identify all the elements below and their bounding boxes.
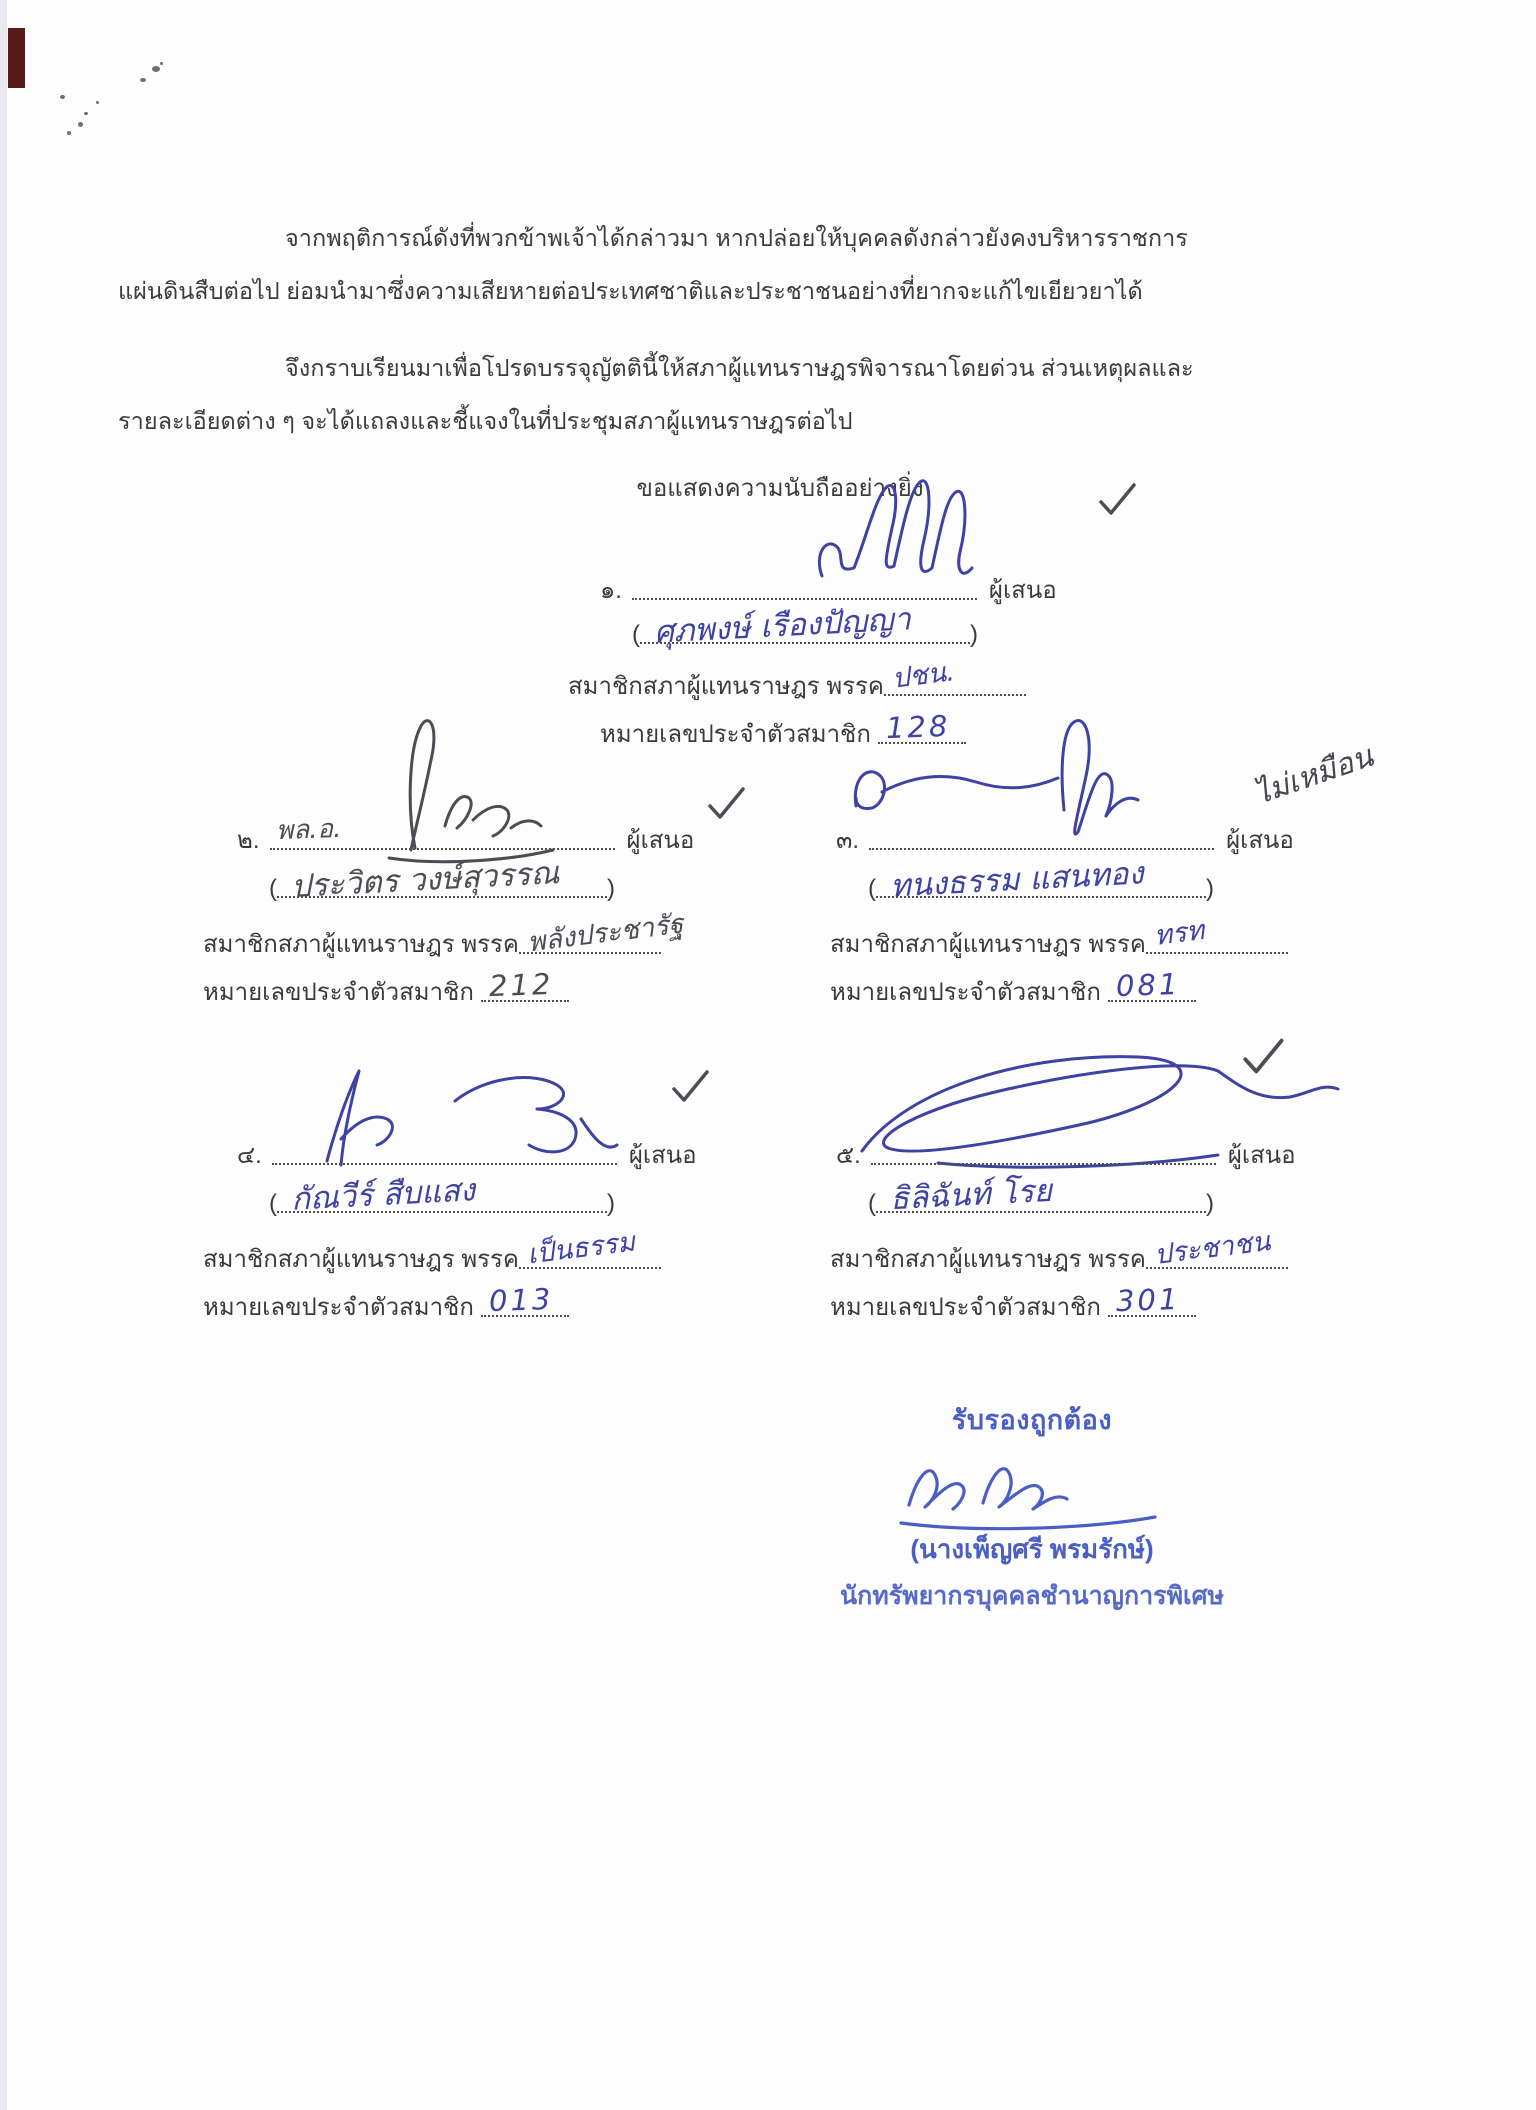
party-line: [203, 1226, 661, 1278]
proposer-label: ผู้เสนอ: [1227, 1142, 1296, 1169]
certifier-name: (นางเพ็ญศรี พรมรักษ์): [910, 1534, 1154, 1564]
member-number-label: หมายเลขประจำตัวสมาชิก: [203, 1294, 474, 1321]
close-paren: ): [607, 1190, 615, 1217]
scan-edge: [0, 0, 7, 2110]
checkmark-icon: [707, 786, 747, 820]
member-number-label: หมายเลขประจำตัวสมาชิก: [830, 1294, 1101, 1321]
open-paren: (: [868, 875, 876, 902]
handwritten-number: 081: [1114, 966, 1181, 1004]
scan-speckle: [152, 66, 160, 72]
handwritten-party: ประชาชน: [1152, 1226, 1272, 1271]
scan-speckle: [60, 95, 65, 99]
party-line: [203, 908, 685, 963]
body-paragraph-1-line-2: แผ่นดินสืบต่อไป ย่อมนำมาซึ่งความเสียหายต่อประเทศชาติและประชาชนอย่างที่ยากจะแก้ไขเยียวยาได้: [118, 278, 1143, 304]
member-number-line: [830, 1281, 1196, 1326]
close-paren: ): [970, 621, 978, 648]
handwritten-name: ทนงธรรม แสนทอง: [889, 855, 1145, 905]
dotted-line: [270, 813, 615, 850]
member-number-line: [830, 966, 1196, 1011]
party-line: [568, 656, 1026, 705]
handwritten-annotation: ไม่เหมือน: [1249, 738, 1378, 813]
dotted-line: [869, 824, 1214, 850]
scan-speckle: [140, 78, 146, 82]
handwritten-party: เป็นธรรม: [525, 1226, 637, 1271]
proposer-label: ผู้เสนอ: [988, 577, 1057, 604]
party-label: สมาชิกสภาผู้แทนราษฎร พรรค: [830, 1246, 1146, 1273]
name-line: [269, 1172, 615, 1218]
handwritten-number: 128: [884, 708, 951, 746]
close-paren: ): [607, 875, 615, 902]
dotted-line: [876, 1172, 1206, 1218]
proposer-label: ผู้เสนอ: [626, 827, 695, 854]
handwritten-number: 212: [487, 966, 554, 1004]
dotted-line: [277, 855, 607, 905]
body-paragraph-1-line-1: จากพฤติการณ์ดังที่พวกข้าพเจ้าได้กล่าวมา หากปล่อยให้บุคคลดังกล่าวยังคงบริหารราชการ: [285, 225, 1188, 251]
signature-line: [836, 1135, 1296, 1174]
handwritten-name: ประวิตร วงษ์สุวรรณ: [290, 855, 561, 905]
proposer-label: ผู้เสนอ: [628, 1142, 697, 1169]
party-label: สมาชิกสภาผู้แทนราษฎร พรรค: [203, 1246, 519, 1273]
salutation: ขอแสดงความนับถืออย่างยิ่ง: [636, 475, 924, 502]
proposer-label: ผู้เสนอ: [1226, 827, 1294, 854]
signer-index: ๑.: [600, 577, 622, 604]
handwritten-name: ธิลิฉันท์ โรย: [889, 1172, 1053, 1218]
open-paren: (: [632, 621, 640, 648]
party-line: [830, 1226, 1288, 1278]
party-label: สมาชิกสภาผู้แทนราษฎร พรรค: [203, 931, 519, 958]
dotted-line: [632, 574, 977, 600]
party-label: สมาชิกสภาผู้แทนราษฎร พรรค: [830, 931, 1146, 958]
signer-block-5: [830, 1095, 1470, 1375]
dotted-line: [481, 1281, 569, 1319]
name-line: [269, 855, 615, 905]
dotted-line: [1146, 1226, 1288, 1271]
party-label: สมาชิกสภาผู้แทนราษฎร พรรค: [568, 673, 884, 700]
name-line: [632, 601, 978, 651]
certifier-title: นักทรัพยากรบุคคลชำนาญการพิเศษ: [840, 1582, 1224, 1610]
dotted-line: [277, 1172, 607, 1218]
corner-ink-mark: [8, 28, 25, 88]
close-paren: ): [1206, 875, 1214, 902]
handwritten-party: พลังประชารัฐ: [525, 908, 685, 959]
body-paragraph-2-line-1: จึงกราบเรียนมาเพื่อโปรดบรรจุญัตตินี้ให้สภาผู้แทนราษฎรพิจารณาโดยด่วน ส่วนเหตุผลและ: [285, 355, 1194, 381]
handwritten-party: ปชน.: [890, 656, 957, 695]
signer-block-4: [195, 1095, 835, 1375]
checkmark-icon: [671, 1069, 711, 1103]
dotted-line: [519, 908, 685, 959]
member-number-label: หมายเลขประจำตัวสมาชิก: [600, 721, 871, 748]
handwritten-party: ทรท: [1152, 915, 1206, 952]
dotted-line: [640, 601, 970, 651]
handwritten-number: 013: [487, 1281, 554, 1319]
signer-block-3: [830, 780, 1470, 1060]
handwritten-name: ศุภพงษ์ เรืองปัญญา: [653, 601, 912, 651]
dotted-line: [481, 966, 569, 1004]
party-line: [830, 915, 1288, 963]
certification-header: รับรองถูกต้อง: [951, 1405, 1113, 1435]
member-number-line: [203, 1281, 569, 1326]
dotted-line: [871, 1139, 1216, 1165]
open-paren: (: [868, 1190, 876, 1217]
scan-speckle: [96, 101, 99, 104]
member-number-label: หมายเลขประจำตัวสมาชิก: [830, 979, 1101, 1006]
signer-index: ๕.: [836, 1142, 861, 1169]
body-paragraph-2-line-2: รายละเอียดต่าง ๆ จะได้แถลงและชี้แจงในที่ประชุมสภาผู้แทนราษฎรต่อไป: [118, 408, 853, 434]
dotted-line: [884, 656, 1026, 696]
handwritten-name: กัณวีร์ สืบแสง: [290, 1172, 476, 1218]
scan-speckle: [78, 122, 83, 127]
open-paren: (: [269, 875, 277, 902]
dotted-line: [1108, 966, 1196, 1004]
handwritten-number: 301: [1114, 1281, 1181, 1319]
signer-index: ๒.: [237, 827, 260, 854]
scan-speckle: [84, 112, 88, 115]
certifier-signature: [897, 1443, 1167, 1533]
checkmark-icon: [1098, 482, 1138, 516]
signer-block-2: [195, 780, 835, 1060]
dotted-line: [519, 1226, 661, 1271]
certification-block: [812, 1398, 1252, 1616]
close-paren: ): [1206, 1190, 1214, 1217]
checkmark-icon: [1242, 1037, 1286, 1075]
dotted-line: [1108, 1281, 1196, 1319]
scan-speckle: [160, 62, 163, 65]
open-paren: (: [269, 1190, 277, 1217]
dotted-line: [1146, 915, 1288, 954]
name-line: [868, 1172, 1214, 1218]
member-number-label: หมายเลขประจำตัวสมาชิก: [203, 979, 474, 1006]
dotted-line: [876, 855, 1206, 905]
name-line: [868, 855, 1214, 905]
handwritten-prefix: พล.อ.: [275, 813, 342, 847]
signer-index: ๓.: [836, 827, 860, 854]
member-number-line: [203, 966, 569, 1011]
dotted-line: [272, 1139, 617, 1165]
signer-index: ๔.: [237, 1142, 262, 1169]
scan-speckle: [67, 131, 71, 135]
